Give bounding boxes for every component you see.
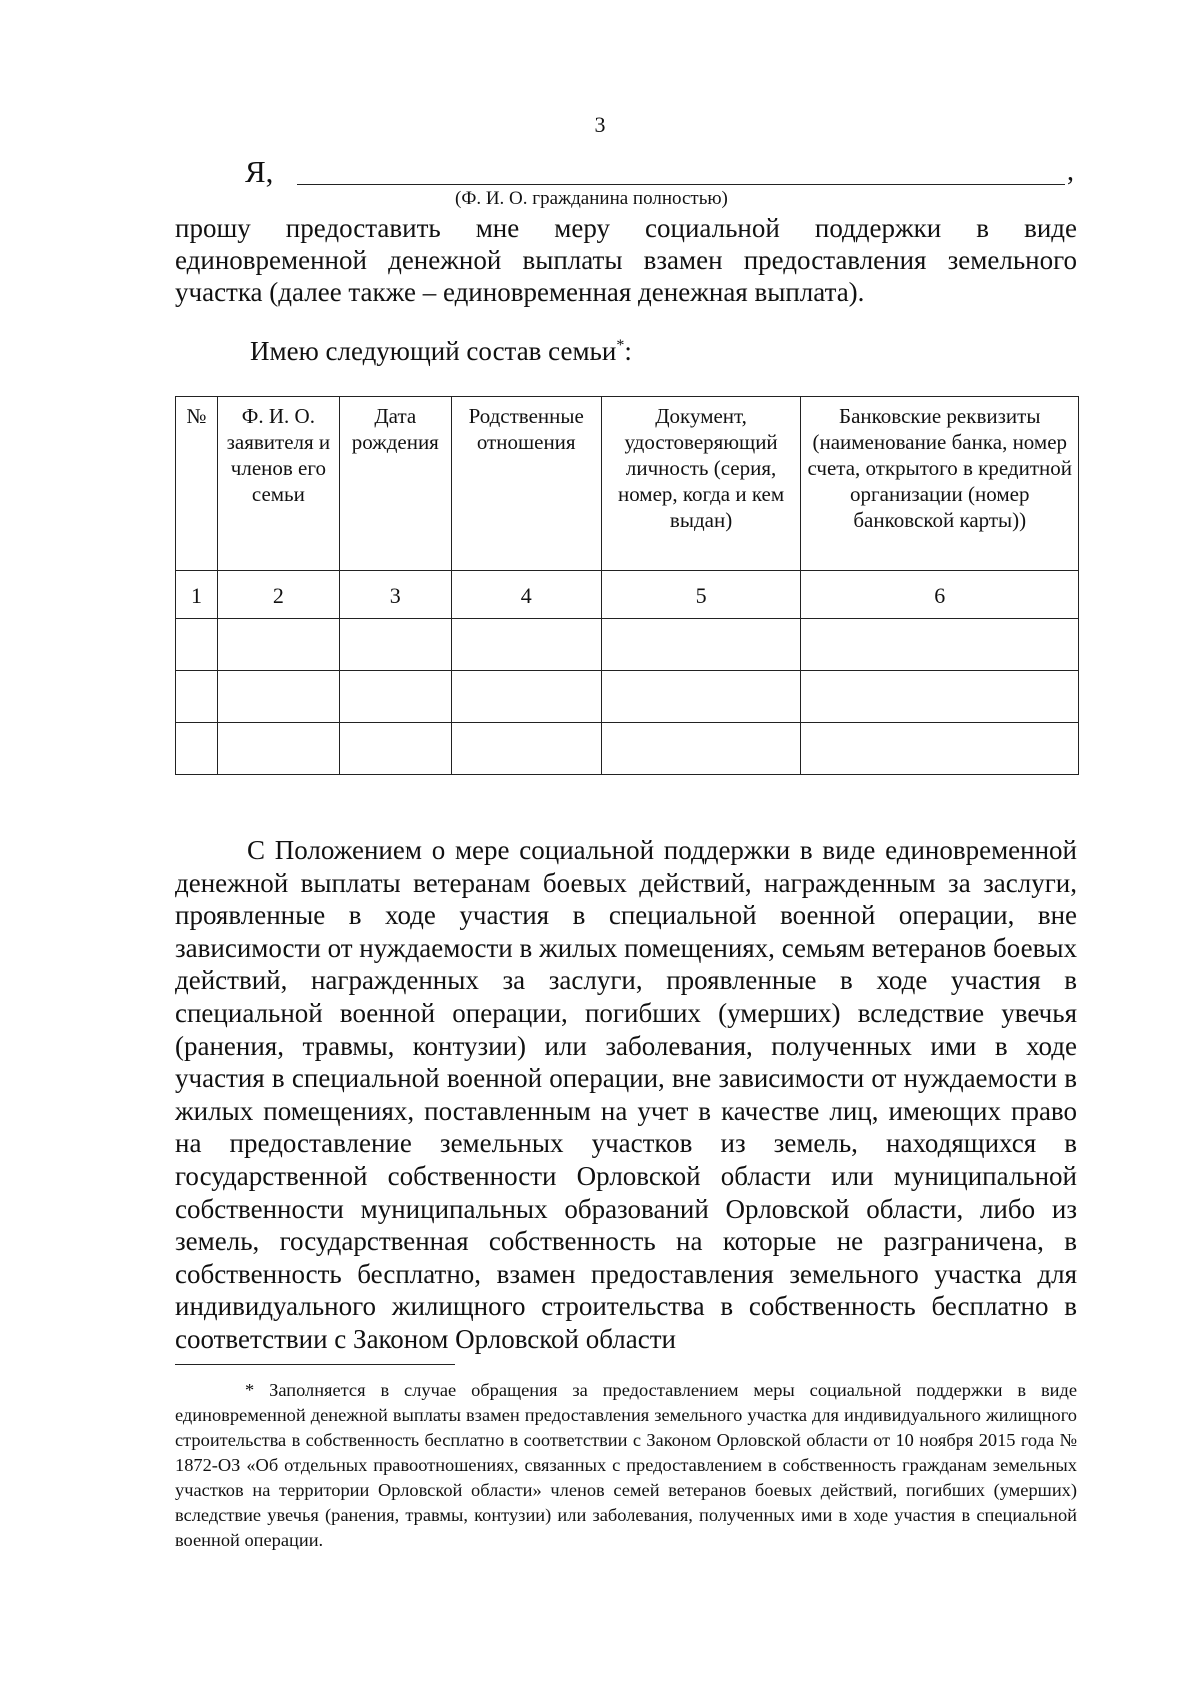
footnote-mark: * [616,337,625,354]
table-cell[interactable] [339,671,451,723]
applicant-name-blank[interactable] [297,184,1065,185]
applicant-label: Я, [245,154,274,189]
table-row [176,723,1079,775]
table-cell[interactable] [601,671,801,723]
table-cell[interactable] [339,619,451,671]
header-birth-date: Дата рождения [339,397,451,571]
table-header-row [176,397,1079,571]
column-number: 6 [801,571,1079,619]
header-id-document: Документ, удостоверяющий личность (серия, номер, когда и кем выдан) [601,397,801,571]
table-cell[interactable] [217,619,339,671]
page-number: 3 [594,112,606,137]
table-cell[interactable] [176,619,218,671]
header-bank-details: Банковские реквизиты (наименование банка, номер счета, открытого в кредитной организации (номер банковской карты)) [801,397,1079,571]
table-cell[interactable] [217,723,339,775]
table-cell[interactable] [601,619,801,671]
table-cell[interactable] [801,671,1079,723]
table-cell[interactable] [176,723,218,775]
column-number: 5 [601,571,801,619]
table-cell[interactable] [801,619,1079,671]
table-cell[interactable] [451,671,601,723]
table-cell[interactable] [451,619,601,671]
applicant-comma: , [1067,156,1074,187]
family-label-text: Имею следующий состав семьи [250,336,617,366]
column-number: 2 [217,571,339,619]
table-row [176,619,1079,671]
table-cell[interactable] [601,723,801,775]
table-cell[interactable] [339,723,451,775]
column-number-row [176,571,1079,619]
table-cell[interactable] [801,723,1079,775]
table-row [176,671,1079,723]
family-label-colon: : [624,336,632,366]
family-table [175,396,1079,775]
column-number: 1 [176,571,218,619]
table-cell[interactable] [176,671,218,723]
column-number: 3 [339,571,451,619]
table-cell[interactable] [217,671,339,723]
family-composition-label [250,336,632,367]
footnote: * Заполняется в случае обращения за предоставлением меры социальной поддержки в виде единовременной денежной выплаты взамен предоставления земельного участка для индивидуального жилищного строительства в собственность бесплатно в соответствии с Законом Орловской области от 10 ноября 2015 года № 1872-ОЗ «Об отдельных правоотношениях, связанных с предоставлением в собственность гражданам земельных участков на территории Орловской области» членов семей ветеранов боевых действий, погибших (умерших) вследствие увечья (ранения, травмы, контузии) или заболевания, полученных ими в ходе участия в специальной военной операции. [175,1380,1077,1550]
header-number: № [176,397,218,571]
table-cell[interactable] [451,723,601,775]
intro-paragraph: прошу предоставить мне меру социальной поддержки в виде единовременной денежной выплаты взамен предоставления земельного участка (далее также – единовременная денежная выплата). [175,213,1077,307]
applicant-line [175,150,1075,190]
applicant-caption: (Ф. И. О. гражданина полностью) [455,188,728,209]
column-number: 4 [451,571,601,619]
header-fio: Ф. И. О. заявителя и членов его семьи [217,397,339,571]
footnote-divider [175,1364,455,1365]
header-relationship: Родственные отношения [451,397,601,571]
regulation-paragraph: С Положением о мере социальной поддержки в виде единовременной денежной выплаты ветеранам боевых действий, награжденным за заслуги, проявленные в ходе участия в специальной военной операции, вне зависимости от нуждаемости в жилых помещениях, семьям ветеранов боевых действий, награжденных за заслуги, проявленные в ходе участия в специальной военной операции, погибших (умерших) вследствие увечья (ранения, травмы, контузии) или заболевания, полученных ими в ходе участия в специальной военной операции, вне зависимости от нуждаемости в жилых помещениях, поставленным на учет в качестве лиц, имеющих право на предоставление земельных участков из земель, находящихся в государственной собственности Орловской области или муниципальной собственности муниципальных образований Орловской области, либо из земель, государственная собственность на которые не разграничена, в собственность бесплатно, взамен предоставления земельного участка для индивидуального жилищного строительства в собственность бесплатно в соответствии с Законом Орловской области [175,835,1077,1354]
